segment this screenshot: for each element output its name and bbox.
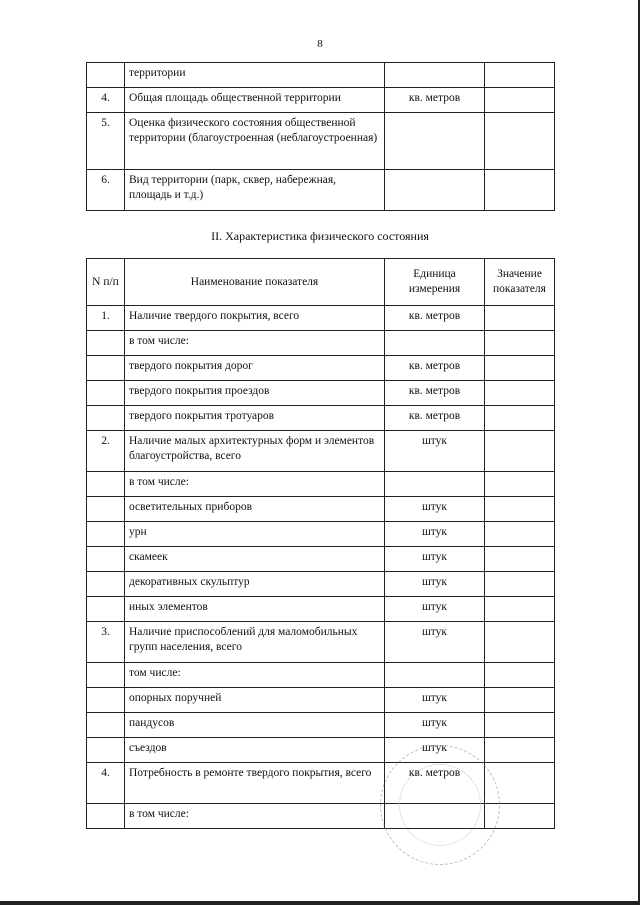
row-indicator-name: в том числе: bbox=[125, 804, 385, 829]
row-value bbox=[485, 713, 555, 738]
row-value bbox=[485, 572, 555, 597]
row-indicator-name: твердого покрытия тротуаров bbox=[125, 406, 385, 431]
table-row bbox=[87, 663, 555, 688]
page-edge-bottom bbox=[0, 901, 640, 905]
row-value bbox=[485, 522, 555, 547]
row-unit: кв. метров bbox=[385, 763, 485, 804]
row-unit: штук bbox=[385, 713, 485, 738]
row-indicator-name: пандусов bbox=[125, 713, 385, 738]
row-unit: штук bbox=[385, 497, 485, 522]
row-number bbox=[87, 738, 125, 763]
row-unit: штук bbox=[385, 622, 485, 663]
row-value bbox=[485, 497, 555, 522]
row-number bbox=[87, 381, 125, 406]
row-number bbox=[87, 497, 125, 522]
row-value bbox=[485, 306, 555, 331]
row-number bbox=[87, 522, 125, 547]
row-unit: штук bbox=[385, 547, 485, 572]
row-number bbox=[87, 804, 125, 829]
table-header-row bbox=[87, 259, 555, 306]
row-indicator-name: Вид территории (парк, сквер, набережная, площадь и т.д.) bbox=[125, 170, 385, 211]
table-row bbox=[87, 497, 555, 522]
row-indicator-name: том числе: bbox=[125, 663, 385, 688]
row-number bbox=[87, 472, 125, 497]
official-seal bbox=[380, 745, 500, 865]
row-unit bbox=[385, 63, 485, 88]
row-number bbox=[87, 572, 125, 597]
row-unit: штук bbox=[385, 688, 485, 713]
row-unit: кв. метров bbox=[385, 88, 485, 113]
general-info-table-continued bbox=[86, 62, 555, 211]
header-number: N п/п bbox=[87, 259, 125, 306]
header-value: Значение показателя bbox=[485, 259, 555, 306]
row-indicator-name: в том числе: bbox=[125, 331, 385, 356]
row-value bbox=[485, 663, 555, 688]
row-indicator-name: твердого покрытия дорог bbox=[125, 356, 385, 381]
row-indicator-name: скамеек bbox=[125, 547, 385, 572]
row-number: 6. bbox=[87, 170, 125, 211]
row-number: 4. bbox=[87, 763, 125, 804]
row-value bbox=[485, 331, 555, 356]
row-unit: кв. метров bbox=[385, 406, 485, 431]
table-row bbox=[87, 406, 555, 431]
official-seal-inner-ring bbox=[399, 764, 481, 846]
table-row bbox=[87, 431, 555, 472]
row-value bbox=[485, 88, 555, 113]
row-value bbox=[485, 170, 555, 211]
row-indicator-name: урн bbox=[125, 522, 385, 547]
table-row bbox=[87, 622, 555, 663]
row-unit: штук bbox=[385, 738, 485, 763]
table-row bbox=[87, 170, 555, 211]
row-value bbox=[485, 356, 555, 381]
row-value bbox=[485, 597, 555, 622]
physical-characteristics-table bbox=[86, 258, 555, 829]
table-row bbox=[87, 356, 555, 381]
row-unit bbox=[385, 170, 485, 211]
table-row bbox=[87, 381, 555, 406]
row-unit: кв. метров bbox=[385, 306, 485, 331]
row-number bbox=[87, 713, 125, 738]
header-unit: Единица измерения bbox=[385, 259, 485, 306]
table-row bbox=[87, 522, 555, 547]
row-indicator-name: в том числе: bbox=[125, 472, 385, 497]
row-unit bbox=[385, 113, 485, 170]
row-value bbox=[485, 622, 555, 663]
row-indicator-name: иных элементов bbox=[125, 597, 385, 622]
row-unit: штук bbox=[385, 597, 485, 622]
row-unit: штук bbox=[385, 431, 485, 472]
table-row bbox=[87, 472, 555, 497]
row-indicator-name: осветительных приборов bbox=[125, 497, 385, 522]
table-row bbox=[87, 88, 555, 113]
row-unit: штук bbox=[385, 522, 485, 547]
row-unit bbox=[385, 663, 485, 688]
row-indicator-name: Оценка физического состояния общественной территории (благоустроенная (неблагоустроенная) bbox=[125, 113, 385, 170]
row-value bbox=[485, 688, 555, 713]
row-number bbox=[87, 688, 125, 713]
table-row bbox=[87, 547, 555, 572]
table-row bbox=[87, 306, 555, 331]
row-value bbox=[485, 381, 555, 406]
row-unit bbox=[385, 472, 485, 497]
row-value bbox=[485, 113, 555, 170]
row-number: 3. bbox=[87, 622, 125, 663]
row-indicator-name: съездов bbox=[125, 738, 385, 763]
section-title: II. Характеристика физического состояния bbox=[211, 229, 429, 243]
table-row bbox=[87, 688, 555, 713]
table-row bbox=[87, 113, 555, 170]
row-unit: кв. метров bbox=[385, 381, 485, 406]
row-value bbox=[485, 472, 555, 497]
row-indicator-name: территории bbox=[125, 63, 385, 88]
row-value bbox=[485, 431, 555, 472]
row-indicator-name: Наличие твердого покрытия, всего bbox=[125, 306, 385, 331]
row-indicator-name: Наличие приспособлений для маломобильных групп населения, всего bbox=[125, 622, 385, 663]
row-number: 1. bbox=[87, 306, 125, 331]
table-row bbox=[87, 572, 555, 597]
row-value bbox=[485, 406, 555, 431]
row-number bbox=[87, 597, 125, 622]
row-value bbox=[485, 63, 555, 88]
row-indicator-name: Потребность в ремонте твердого покрытия, всего bbox=[125, 763, 385, 804]
row-unit: кв. метров bbox=[385, 356, 485, 381]
table-row bbox=[87, 63, 555, 88]
row-value bbox=[485, 547, 555, 572]
page-number: 8 bbox=[317, 38, 323, 50]
row-number bbox=[87, 331, 125, 356]
row-number bbox=[87, 663, 125, 688]
row-unit bbox=[385, 331, 485, 356]
row-value bbox=[485, 738, 555, 763]
row-number bbox=[87, 547, 125, 572]
row-unit: штук bbox=[385, 572, 485, 597]
row-indicator-name: Общая площадь общественной территории bbox=[125, 88, 385, 113]
table-row bbox=[87, 738, 555, 763]
row-indicator-name: Наличие малых архитектурных форм и элементов благоустройства, всего bbox=[125, 431, 385, 472]
row-indicator-name: декоративных скульптур bbox=[125, 572, 385, 597]
row-number bbox=[87, 406, 125, 431]
table-row bbox=[87, 713, 555, 738]
table-row bbox=[87, 597, 555, 622]
row-number: 4. bbox=[87, 88, 125, 113]
row-indicator-name: твердого покрытия проездов bbox=[125, 381, 385, 406]
table-row bbox=[87, 331, 555, 356]
row-number bbox=[87, 356, 125, 381]
row-number: 5. bbox=[87, 113, 125, 170]
row-number: 2. bbox=[87, 431, 125, 472]
row-number bbox=[87, 63, 125, 88]
row-indicator-name: опорных поручней bbox=[125, 688, 385, 713]
header-indicator-name: Наименование показателя bbox=[125, 259, 385, 306]
